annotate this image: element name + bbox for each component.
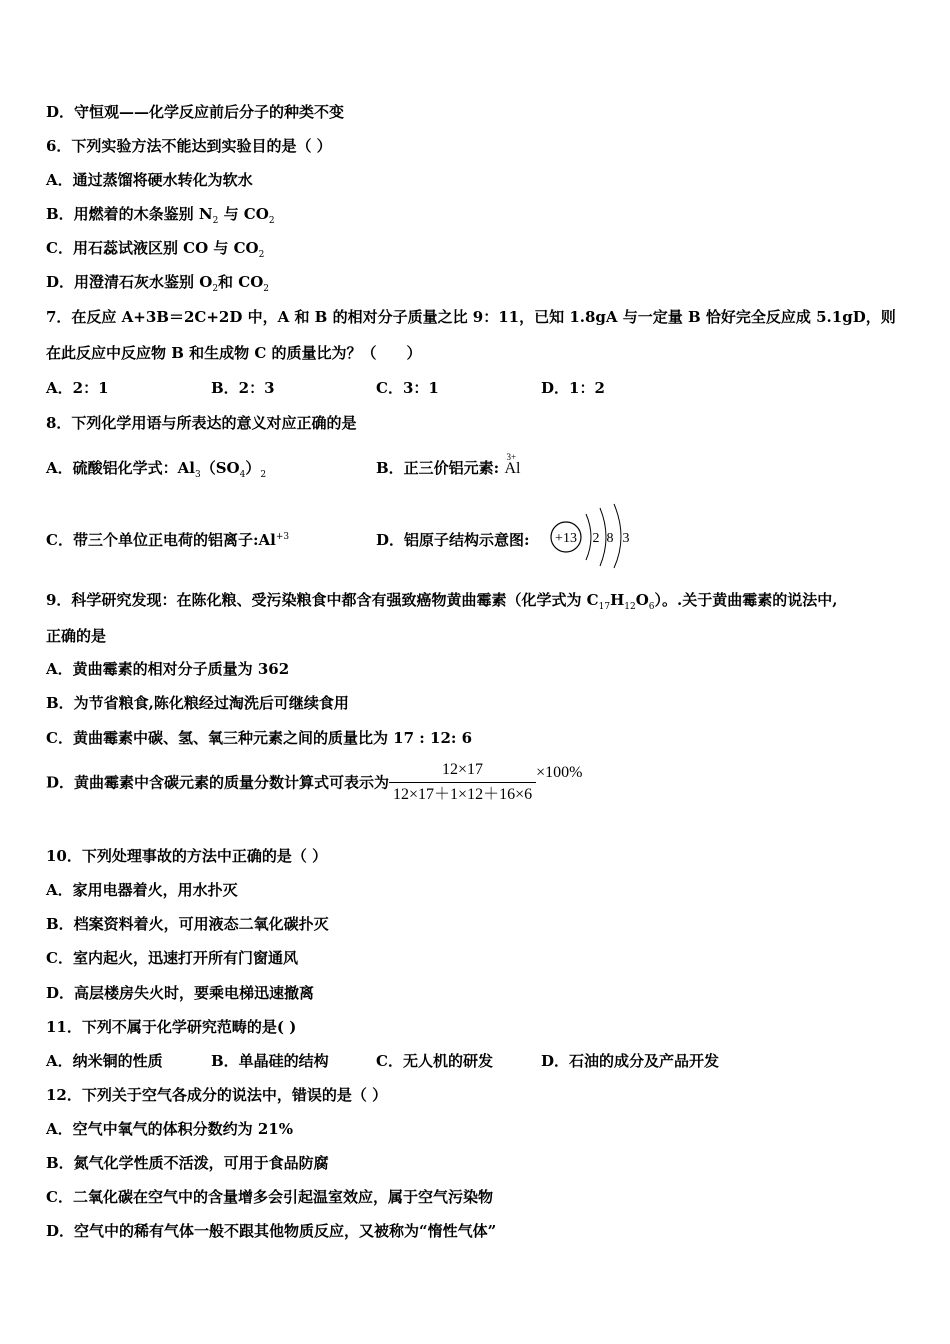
mass-fraction (389, 760, 536, 805)
question-9-line1 (46, 590, 837, 610)
electron-shell-1 (586, 514, 591, 560)
question-7-line2: 在此反应中反应物 B 和生成物 C 的质量比为？（ ） (46, 344, 422, 362)
question-10: 10．下列处理事故的方法中正确的是（ ） (46, 847, 328, 865)
q6b-sub-co2: 2 (268, 216, 275, 226)
q8a-text-post: ） (245, 459, 261, 477)
q10-option-b: B．档案资料着火，可用液态二氧化碳扑灭 (46, 915, 329, 933)
electron-shell-2 (600, 508, 606, 566)
q8c-sup: +3 (275, 532, 290, 542)
q6b-text: B．用燃着的木条鉴别 N (46, 205, 213, 223)
q8b-valence-label: 3+ (506, 452, 517, 462)
q6d-text-mid: 和 CO (218, 273, 264, 291)
electron-count-1: 2 (592, 531, 600, 546)
question-6: 6．下列实验方法不能达到实验目的是（ ） (46, 137, 332, 155)
q9-option-c: C．黄曲霉素中碳、氢、氧三种元素之间的质量比为 17 : 12: 6 (46, 729, 473, 747)
aluminum-atom-diagram (548, 502, 638, 570)
q6c-text: C．用石蕊试液区别 CO 与 CO (46, 239, 259, 257)
q8-option-c (46, 530, 289, 550)
q11-option-c: C．无人机的研发 (376, 1052, 493, 1070)
q7-option-a: A．2：1 (46, 379, 109, 397)
q9-h: H (610, 591, 625, 609)
q12-option-a: A．空气中氧气的体积分数约为 21% (46, 1120, 293, 1138)
question-7-line1: 7．在反应 A+3B＝2C+2D 中，A 和 B 的相对分子质量之比 9：11，已知 1.8gA 与一定量 B 恰好完全反应成 5.1gD，则 (46, 308, 896, 326)
electron-count-2: 8 (606, 531, 614, 546)
q8a-text-mid: （SO (200, 459, 240, 477)
q6d-sub-o2: 2 (212, 284, 219, 294)
q9-option-d (46, 760, 582, 805)
q8-option-b (376, 452, 521, 479)
q6d-sub-co2: 2 (263, 284, 270, 294)
q6b-sub-n2: 2 (212, 216, 219, 226)
fraction-multiplier: ×100% (536, 763, 583, 781)
q8b-text: B．正三价铝元素: (376, 459, 500, 477)
q8a-sub-3: 3 (194, 470, 201, 480)
q8-option-a (46, 458, 266, 478)
q8b-element: Al (504, 460, 521, 477)
q10-option-a: A．家用电器着火，用水扑灭 (46, 881, 238, 899)
question-9-line2: 正确的是 (46, 627, 107, 645)
q8d-text: D．铝原子结构示意图: (376, 531, 530, 549)
q6-option-d (46, 272, 269, 292)
q6c-sub-co2: 2 (258, 250, 265, 260)
q11-option-a: A．纳米铜的性质 (46, 1052, 163, 1070)
question-11: 11．下列不属于化学研究范畴的是( ) (46, 1018, 297, 1036)
q8b-valence (504, 452, 521, 479)
q8c-text: C．带三个单位正电荷的铝离子:Al (46, 531, 276, 549)
q9d-text: D．黄曲霉素中含碳元素的质量分数计算式可表示为 (46, 773, 390, 792)
q7-option-c: C．3：1 (376, 379, 439, 397)
q7-option-b: B．2：3 (211, 379, 275, 397)
q9-text-post: ）。.关于黄曲霉素的说法中, (654, 591, 838, 609)
q6-option-a: A．通过蒸馏将硬水转化为软水 (46, 171, 253, 189)
q8a-sub-4: 4 (239, 470, 246, 480)
electron-count-3: 3 (622, 531, 630, 546)
q8a-sub-2: 2 (260, 470, 267, 480)
q12-option-d: D．空气中的稀有气体一般不跟其他物质反应，又被称为“惰性气体” (46, 1222, 497, 1240)
atom-nucleus-charge: +13 (555, 531, 577, 546)
q6b-text-mid: 与 CO (218, 205, 269, 223)
fraction-numerator: 12×17 (389, 760, 536, 783)
q10-option-d: D．高层楼房失火时，要乘电梯迅速撤离 (46, 984, 315, 1002)
electron-shell-3 (614, 504, 621, 568)
fraction-denominator: 12×17＋1×12＋16×6 (393, 786, 533, 803)
q9-o: O (635, 591, 649, 609)
q8-option-d (376, 530, 530, 550)
q11-option-b: B．单晶硅的结构 (211, 1052, 329, 1070)
q9-sub-12: 12 (624, 602, 636, 612)
q6-option-b (46, 204, 275, 224)
question-12: 12．下列关于空气各成分的说法中，错误的是（ ） (46, 1086, 388, 1104)
q6d-text: D．用澄清石灰水鉴别 O (46, 273, 213, 291)
q6-option-c (46, 238, 264, 258)
q10-option-c: C．室内起火，迅速打开所有门窗通风 (46, 949, 298, 967)
q9-option-b: B．为节省粮食,陈化粮经过淘洗后可继续食用 (46, 694, 349, 712)
q12-option-c: C．二氧化碳在空气中的含量增多会引起温室效应，属于空气污染物 (46, 1188, 493, 1206)
question-8: 8．下列化学用语与所表达的意义对应正确的是 (46, 414, 357, 432)
q11-option-d: D．石油的成分及产品开发 (541, 1052, 720, 1070)
q9-option-a: A．黄曲霉素的相对分子质量为 362 (46, 660, 290, 678)
q12-option-b: B．氮气化学性质不活泼，可用于食品防腐 (46, 1154, 329, 1172)
q9-text: 9．科学研究发现：在陈化粮、受污染粮食中都含有强致癌物黄曲霉素（化学式为 C (46, 591, 599, 609)
q9-sub-17: 17 (598, 602, 611, 612)
q5-option-d: D．守恒观——化学反应前后分子的种类不变 (46, 103, 345, 121)
q8a-text: A．硫酸铝化学式：Al (46, 459, 195, 477)
q7-option-d: D．1：2 (541, 379, 605, 397)
q9-sub-6: 6 (648, 602, 655, 612)
